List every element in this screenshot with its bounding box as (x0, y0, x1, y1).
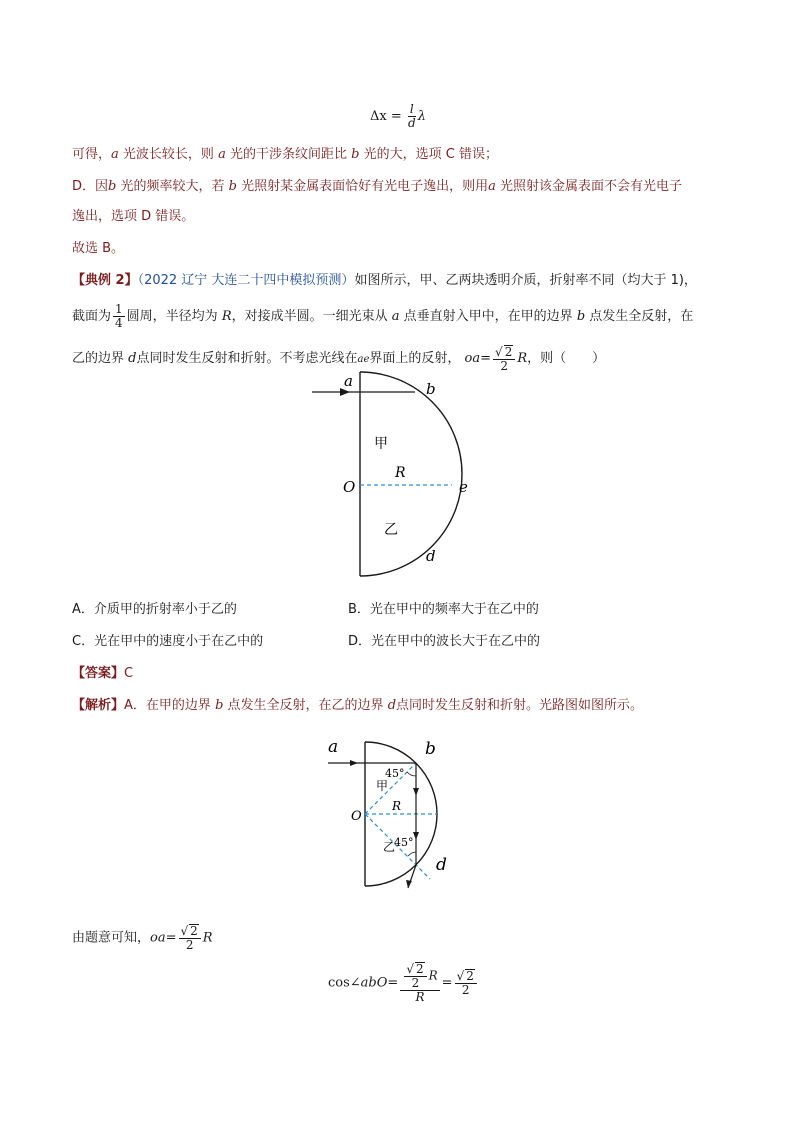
radicand: 2 (415, 962, 424, 976)
label-yi: 乙 (384, 522, 398, 538)
figure-semicircle-media (300, 364, 500, 584)
text: D．因 (72, 179, 109, 194)
var-R: R (415, 990, 425, 1004)
label-O: O (343, 478, 356, 496)
equals: = (165, 930, 177, 946)
text: 截面为 (72, 309, 112, 324)
var-a: a (391, 309, 400, 324)
label-angle-45-top: 45° (385, 767, 405, 780)
var-b: b (228, 179, 237, 194)
example-tag: 【典例 2】 (72, 273, 138, 288)
example-line2 (72, 302, 693, 332)
label-jia: 甲 (376, 779, 389, 793)
equals: = (441, 975, 453, 991)
cos-formula (328, 962, 479, 1004)
arrow-icon (350, 760, 358, 766)
answer-line (72, 665, 133, 683)
label-d: d (426, 547, 436, 565)
wavelength-spacing-formula (370, 103, 426, 130)
text: 光照射该金属表面不会有光电子 (500, 179, 683, 194)
lambda: λ (417, 109, 427, 124)
numerator-l: l (409, 102, 414, 116)
text: 界面上的反射， (369, 351, 461, 366)
text: 可得， (72, 147, 112, 162)
var-a: a (488, 179, 496, 194)
label-R: R (392, 799, 402, 813)
arrow-icon (413, 832, 419, 840)
option-b[interactable]: B．光在甲中的频率大于在乙中的 (348, 602, 539, 617)
explanation-label: 【解析】 (72, 698, 125, 713)
denominator-d: d (408, 116, 416, 130)
sqrt2-over-2: $\frac{√ 2}{2}$ (179, 924, 201, 952)
conclusion: 故选 B。 (72, 241, 125, 256)
text: 光照射某金属表面恰好有光电子逸出，则用 (241, 179, 489, 194)
var-R: R (202, 930, 213, 946)
label-yi: 乙 (383, 840, 396, 854)
denominator: 2 (500, 358, 508, 373)
label-b: b (425, 739, 436, 759)
compound-fraction (400, 962, 439, 1004)
label-R: R (395, 465, 406, 481)
delta-x: Δx (370, 109, 387, 124)
text: A．在甲的边界 (124, 698, 211, 713)
text: 光波长较长，则 (122, 147, 214, 162)
var-R: R (517, 351, 528, 366)
text: 光的干涉条纹间距比 (229, 147, 347, 162)
example-source: （2022 辽宁 大连二十四中模拟预测） (137, 273, 355, 288)
explanation-line (72, 697, 643, 715)
equals: = (390, 109, 402, 124)
label-b: b (426, 380, 436, 398)
text: 乙的边界 (72, 351, 125, 366)
var-b: b (351, 147, 360, 162)
text: 点垂直射入甲中，在甲的边界 (403, 309, 573, 324)
var-abO: abO (360, 975, 388, 991)
label-e: e (459, 478, 468, 496)
cos-angle: cos∠ (328, 975, 361, 991)
label-a: a (328, 737, 339, 757)
var-R: R (428, 968, 438, 983)
var-ae: ae (357, 354, 370, 365)
figure-light-path (320, 730, 480, 892)
analysis-d-line2: 逸出，选项 D 错误。 (72, 209, 195, 224)
var-oa: oa (150, 930, 166, 946)
sqrt2-over-2: $\frac{√ 2}{2}$ (493, 345, 515, 373)
one-quarter (113, 303, 125, 330)
label-jia: 甲 (374, 436, 388, 452)
equals: = (480, 351, 492, 366)
var-R: R (221, 309, 232, 324)
option-a[interactable]: A．介质甲的折射率小于乙的 (72, 602, 237, 617)
denominator: 4 (115, 316, 123, 330)
text: 点同时发生反射和折射。不考虑光线在 (136, 351, 358, 366)
var-d: d (128, 351, 137, 366)
analysis-d-line1 (72, 178, 682, 196)
text: 由题意可知， (72, 930, 151, 946)
answer-value: C (124, 666, 134, 681)
text: 圆周，半径均为 (126, 309, 218, 324)
text: 光的大，选项 C 错误； (363, 147, 498, 162)
known-line (72, 924, 213, 952)
denominator: 2 (185, 938, 194, 952)
example-line1 (72, 272, 697, 290)
denominator: 2 (461, 983, 470, 997)
text: 点同时发生反射和折射。光路图如图所示。 (396, 698, 644, 713)
text: 光的频率较大，若 (120, 179, 225, 194)
equals: = (387, 975, 399, 991)
var-b: b (576, 309, 586, 324)
text: 如图所示，甲、乙两块透明介质，折射率不同（均大于 1)， (354, 273, 697, 288)
semicircle-arc (360, 372, 462, 576)
answer-label: 【答案】 (72, 666, 125, 681)
var-d: d (387, 698, 397, 713)
inner-fraction: $\frac{√ 2}{2}$ (404, 962, 426, 990)
option-d[interactable]: D．光在甲中的波长大于在乙中的 (348, 634, 541, 649)
radicand: 2 (504, 344, 513, 359)
var-oa: oa (464, 351, 481, 366)
l-over-d (408, 103, 416, 130)
label-angle-45-bottom: 45° (394, 836, 414, 849)
text: 点发生全反射，在乙的边界 (227, 698, 384, 713)
radicand: 2 (190, 924, 198, 938)
numerator: 1 (115, 302, 123, 316)
label-d: d (436, 855, 447, 875)
label-a: a (344, 372, 353, 390)
text: ，对接成半圆。一细光束从 (231, 309, 388, 324)
angle-arc (407, 772, 416, 776)
var-b: b (108, 179, 117, 194)
var-b: b (215, 698, 224, 713)
analysis-c-line (72, 146, 498, 164)
denominator: 2 (411, 976, 420, 990)
var-a: a (111, 147, 119, 162)
label-O: O (351, 809, 362, 824)
text: 点发生全反射，在 (589, 309, 694, 324)
var-a: a (218, 147, 226, 162)
sqrt2-over-2: $\frac{√ 2}{2}$ (455, 969, 477, 997)
option-c[interactable]: C．光在甲中的速度小于在乙中的 (72, 634, 264, 649)
radicand: 2 (466, 969, 474, 983)
arrow-icon (413, 788, 419, 796)
angle-arc (408, 852, 416, 856)
text: ，则（ ） (527, 351, 606, 366)
